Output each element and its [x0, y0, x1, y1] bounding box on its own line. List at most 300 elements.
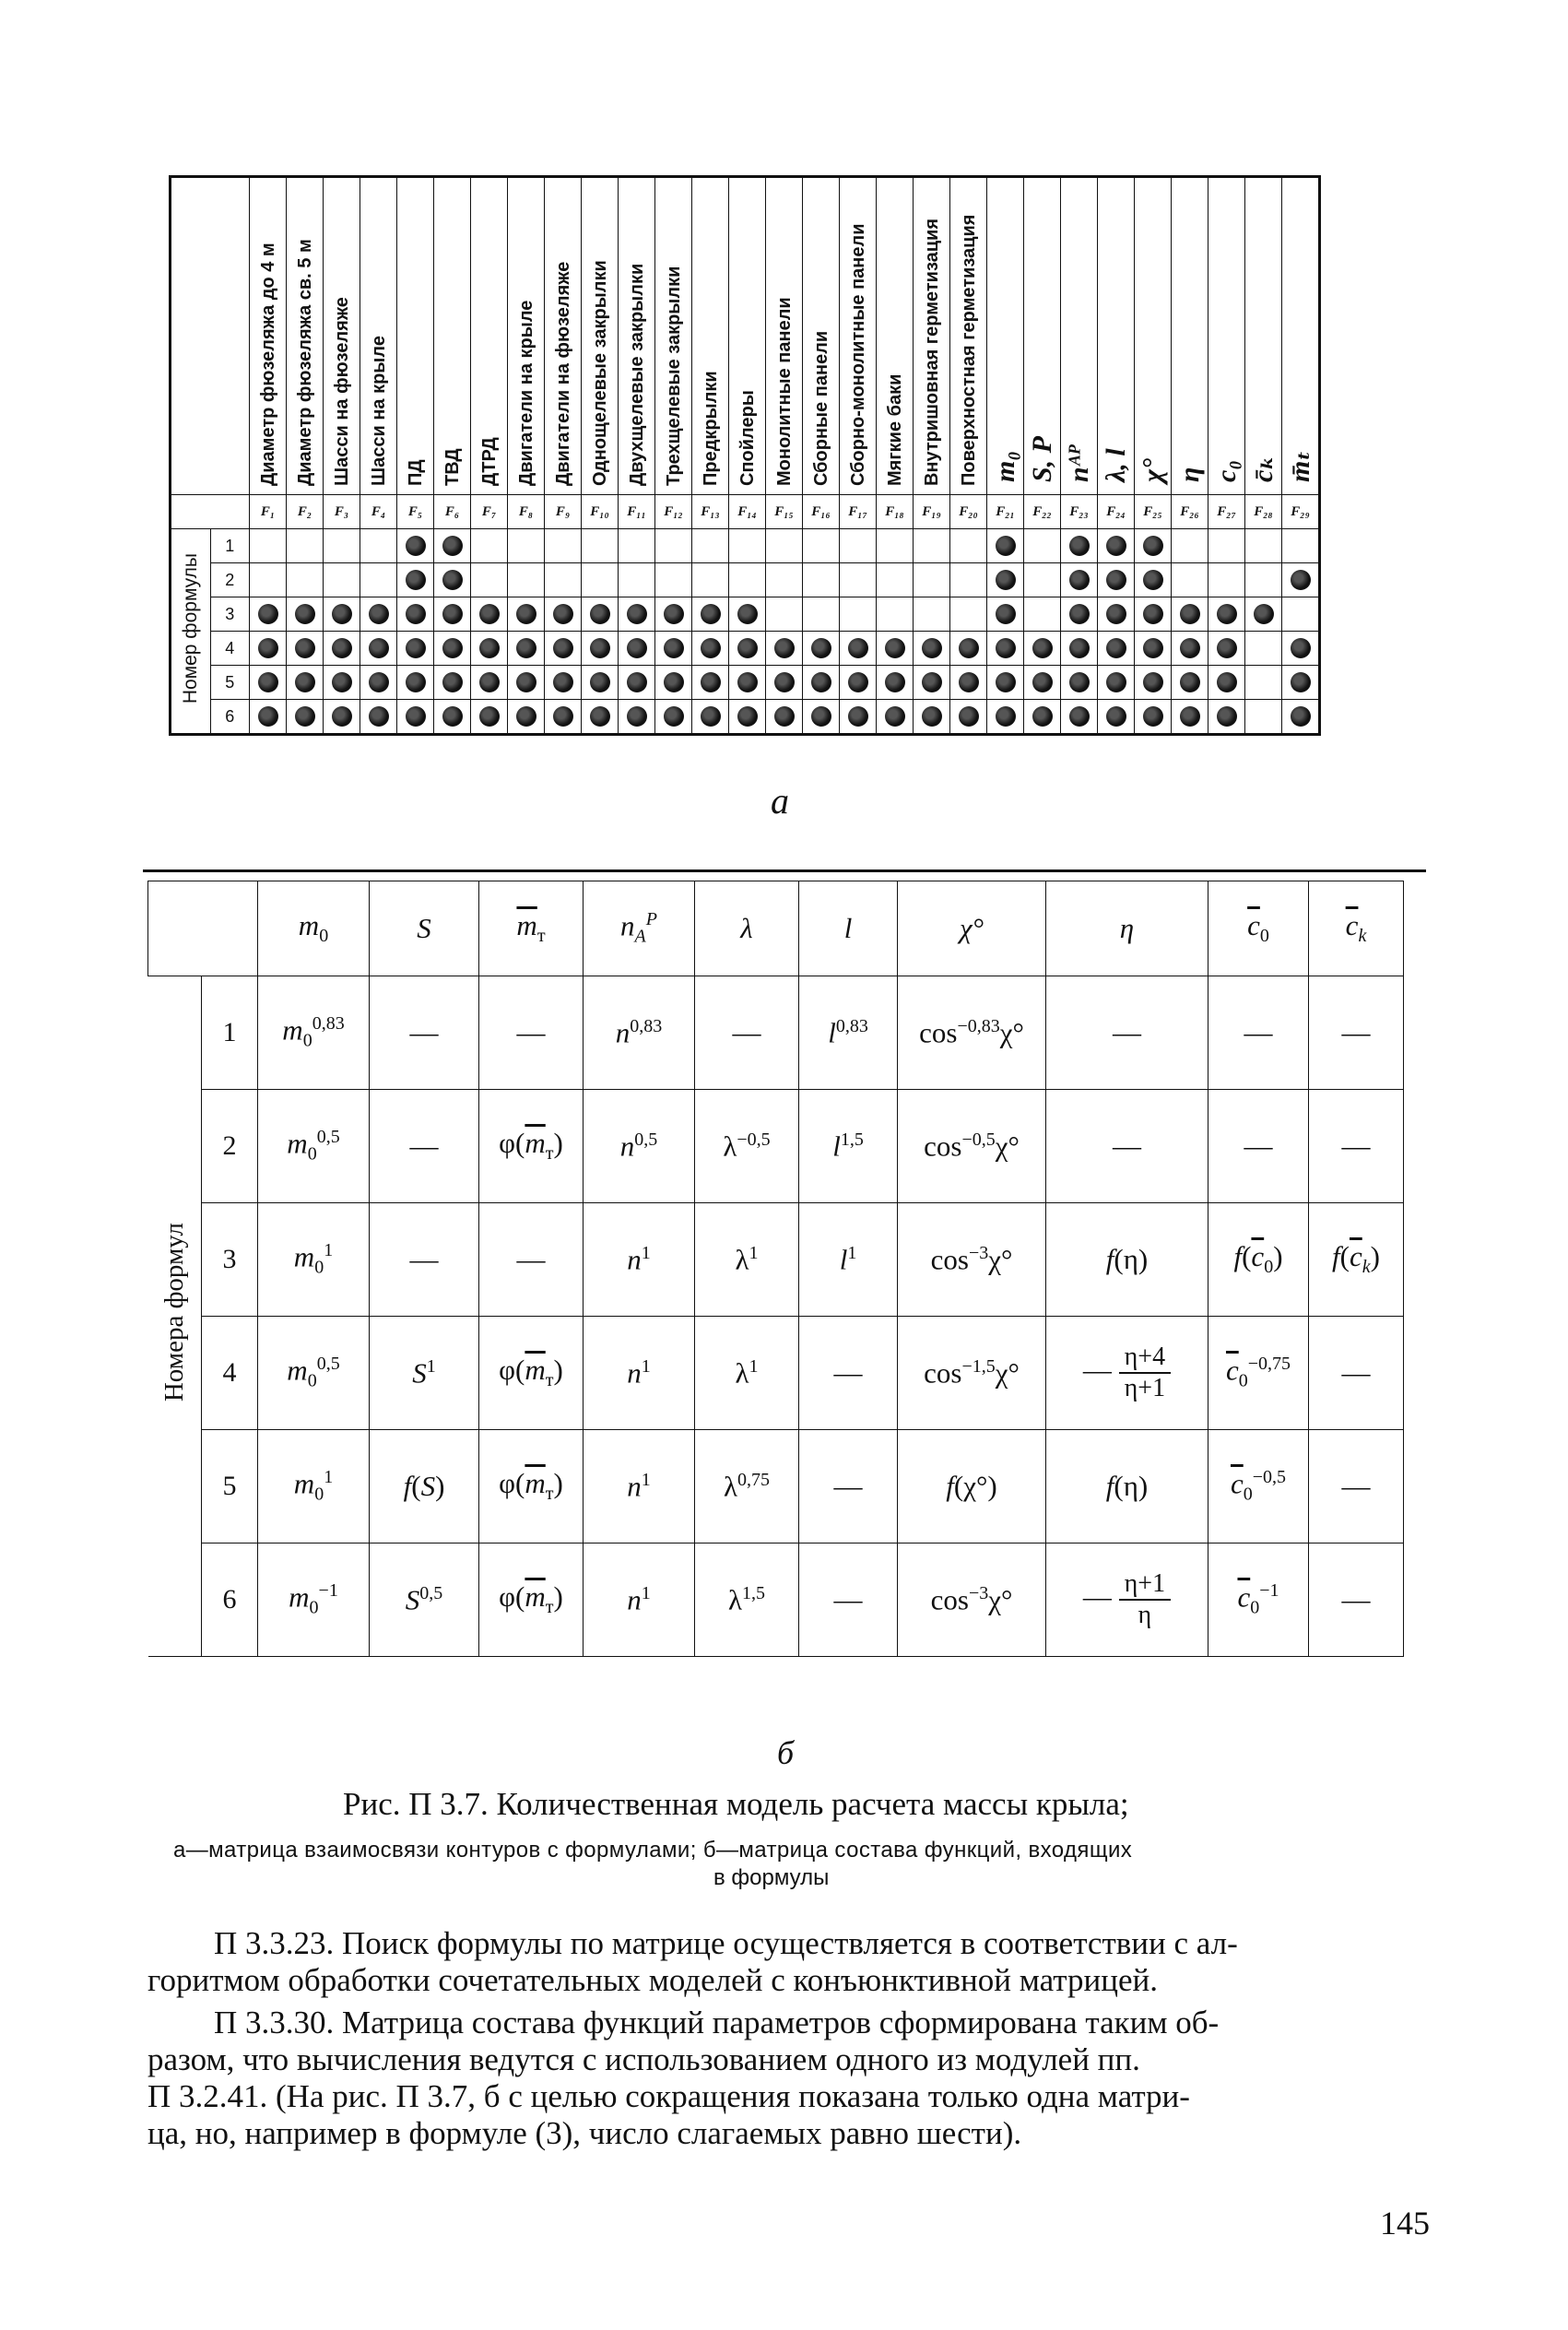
filled-dot-icon: [701, 706, 721, 727]
col-eta: η: [1046, 881, 1208, 976]
matrix-cell: [545, 529, 582, 563]
col-header-sym: nᴬᴾ: [1061, 177, 1098, 495]
filled-dot-icon: [1143, 536, 1163, 556]
cell: $\cos^{-1,5}\chi^\circ$: [898, 1317, 1046, 1430]
matrix-cell: [1172, 666, 1208, 700]
matrix-row-label-text: Номер формулы: [179, 553, 201, 704]
filled-dot-icon: [922, 638, 942, 658]
filled-dot-icon: [332, 706, 352, 727]
matrix-row: [171, 632, 1320, 666]
filled-dot-icon: [1217, 604, 1237, 624]
cell: $\varphi(\overline{m}_т)$: [479, 1090, 584, 1203]
col-lambda: λ: [695, 881, 799, 976]
cell: f(S): [370, 1430, 479, 1543]
caption-title: Рис. П 3.7. Количественная модель расчета массы крыла;: [343, 1786, 1129, 1822]
matrix-cell: [655, 666, 692, 700]
col-header: Трехщелевые закрылки: [655, 177, 692, 495]
filled-dot-icon: [627, 604, 647, 624]
filled-dot-icon: [442, 672, 463, 692]
matrix-row-number: 5: [210, 666, 249, 700]
matrix-cell: [803, 529, 840, 563]
matrix-row: [171, 563, 1320, 597]
filled-dot-icon: [1180, 638, 1200, 658]
matrix-cell: [287, 597, 324, 632]
filled-dot-icon: [1291, 706, 1311, 727]
cell: $\cos^{-3}\chi^\circ$: [898, 1543, 1046, 1657]
col-c0: $\overline{c}_0$: [1208, 881, 1309, 976]
matrix-cell: [1245, 632, 1282, 666]
f-label: F₇: [471, 495, 508, 529]
matrix-cell: [1024, 529, 1061, 563]
cell: $n^1$: [584, 1203, 695, 1317]
filled-dot-icon: [664, 672, 684, 692]
col-header: Шасси на фюзеляже: [324, 177, 360, 495]
matrix-cell: [397, 666, 434, 700]
matrix-cell: [766, 563, 803, 597]
filled-dot-icon: [848, 638, 868, 658]
cell: —: [1046, 1090, 1208, 1203]
table-b-row: [148, 1317, 1404, 1430]
matrix-cell: [397, 529, 434, 563]
matrix-cell: [1282, 632, 1320, 666]
matrix-cell: [840, 666, 877, 700]
matrix-cell: [1135, 563, 1172, 597]
cell: —: [1309, 1317, 1404, 1430]
matrix-cell: [360, 700, 397, 735]
matrix-cell: [1208, 563, 1245, 597]
col-header: Предкрылки: [692, 177, 729, 495]
matrix-cell: [1282, 563, 1320, 597]
matrix-cell: [619, 529, 655, 563]
cell: $\cos^{-0,83}\chi^\circ$: [898, 976, 1046, 1090]
matrix-cell: [1061, 597, 1098, 632]
col-header-sym: χ°: [1135, 177, 1172, 495]
paragraph-2-line: разом, что вычисления ведутся с использованием одного из модулей пп.: [147, 2041, 1140, 2077]
f-label: F₉: [545, 495, 582, 529]
cell: $S^1$: [370, 1317, 479, 1430]
row-number: 6: [202, 1543, 258, 1657]
col-header: Шасси на крыле: [360, 177, 397, 495]
matrix-cell: [397, 563, 434, 597]
matrix-cell: [803, 563, 840, 597]
filled-dot-icon: [774, 672, 795, 692]
filled-dot-icon: [811, 672, 831, 692]
matrix-row-number: 4: [210, 632, 249, 666]
cell: —: [370, 1090, 479, 1203]
matrix-cell: [1208, 632, 1245, 666]
f-label: F₂₉: [1282, 495, 1320, 529]
matrix-cell: [1135, 597, 1172, 632]
cell: $\overline{c}_0^{-0,75}$: [1208, 1317, 1309, 1430]
filled-dot-icon: [1143, 570, 1163, 590]
col-header: Двухщелевые закрылки: [619, 177, 655, 495]
filled-dot-icon: [664, 638, 684, 658]
filled-dot-icon: [885, 638, 905, 658]
col-header-sym: c̄ₖ: [1245, 177, 1282, 495]
filled-dot-icon: [295, 672, 315, 692]
matrix-cell: [1135, 529, 1172, 563]
filled-dot-icon: [590, 638, 610, 658]
cell: $n^1$: [584, 1317, 695, 1430]
filled-dot-icon: [774, 706, 795, 727]
filled-dot-icon: [1106, 604, 1126, 624]
cell: —: [695, 976, 799, 1090]
filled-dot-icon: [1217, 706, 1237, 727]
matrix-cell: [692, 563, 729, 597]
matrix-cell: [434, 632, 471, 666]
f-label: F₁₇: [840, 495, 877, 529]
matrix-cell: [692, 529, 729, 563]
matrix-cell: [1061, 632, 1098, 666]
matrix-cell: [877, 563, 914, 597]
figure-label-a: а: [771, 780, 789, 822]
matrix-cell: [360, 597, 397, 632]
filled-dot-icon: [516, 672, 536, 692]
col-header-sym: m₀: [987, 177, 1024, 495]
f-label: F₂: [287, 495, 324, 529]
matrix-cell: [619, 666, 655, 700]
filled-dot-icon: [1291, 672, 1311, 692]
matrix-cell: [840, 529, 877, 563]
matrix-cell: [803, 632, 840, 666]
matrix-cell: [471, 563, 508, 597]
filled-dot-icon: [295, 604, 315, 624]
filled-dot-icon: [406, 638, 426, 658]
f-label: F₁: [250, 495, 287, 529]
paragraph-2-line: П 3.3.30. Матрица состава функций параметров сформирована таким об-: [214, 2005, 1220, 2040]
matrix-cell: [840, 700, 877, 735]
interconnection-matrix: [169, 175, 1321, 736]
cell: $m_0^{0,83}$: [258, 976, 370, 1090]
col-ck: $\overline{c}_k$: [1309, 881, 1404, 976]
cell: $n^1$: [584, 1430, 695, 1543]
table-b-row: [148, 1090, 1404, 1203]
f-label: F₄: [360, 495, 397, 529]
filled-dot-icon: [1180, 706, 1200, 727]
filled-dot-icon: [1069, 570, 1090, 590]
caption-legend: а—матрица взаимосвязи контуров с формулами; б—матрица состава функций, входящих: [173, 1838, 1133, 1863]
filled-dot-icon: [553, 638, 573, 658]
table-b-row: [148, 1543, 1404, 1657]
cell: $m_0^1$: [258, 1203, 370, 1317]
cell: $\overline{c}_0^{-1}$: [1208, 1543, 1309, 1657]
cell: —: [370, 976, 479, 1090]
matrix-cell: [619, 563, 655, 597]
filled-dot-icon: [295, 706, 315, 727]
matrix-cell: [582, 597, 619, 632]
matrix-cell: [803, 597, 840, 632]
cell: —: [1046, 976, 1208, 1090]
matrix-corner: [171, 177, 250, 495]
matrix-cell: [914, 597, 950, 632]
filled-dot-icon: [1143, 638, 1163, 658]
filled-dot-icon: [479, 672, 500, 692]
matrix-cell: [324, 529, 360, 563]
filled-dot-icon: [406, 536, 426, 556]
filled-dot-icon: [1106, 536, 1126, 556]
matrix-cell: [1245, 597, 1282, 632]
matrix-cell: [987, 529, 1024, 563]
matrix-cell: [987, 563, 1024, 597]
filled-dot-icon: [369, 638, 389, 658]
matrix-cell: [950, 700, 987, 735]
f-label: F₁₈: [877, 495, 914, 529]
cell: $n^1$: [584, 1543, 695, 1657]
matrix-cell: [1024, 632, 1061, 666]
matrix-cell: [619, 597, 655, 632]
f-label: F₁₆: [803, 495, 840, 529]
filled-dot-icon: [406, 672, 426, 692]
matrix-cell: [877, 597, 914, 632]
col-header: Сборные панели: [803, 177, 840, 495]
matrix-cell: [1208, 597, 1245, 632]
filled-dot-icon: [590, 706, 610, 727]
f-label: F₆: [434, 495, 471, 529]
filled-dot-icon: [442, 536, 463, 556]
filled-dot-icon: [1217, 638, 1237, 658]
matrix-cell: [250, 700, 287, 735]
matrix-cell: [434, 700, 471, 735]
matrix-cell: [582, 632, 619, 666]
matrix-cell: [1135, 666, 1172, 700]
matrix-cell: [1245, 666, 1282, 700]
cell: $\lambda^{0,75}$: [695, 1430, 799, 1543]
cell: —: [799, 1430, 898, 1543]
matrix-cell: [950, 597, 987, 632]
matrix-cell: [508, 666, 545, 700]
cell: $\cos^{-3}\chi^\circ$: [898, 1203, 1046, 1317]
filled-dot-icon: [516, 638, 536, 658]
filled-dot-icon: [590, 672, 610, 692]
matrix-cell: [1061, 529, 1098, 563]
cell: $\lambda^{1,5}$: [695, 1543, 799, 1657]
matrix-cell: [397, 700, 434, 735]
filled-dot-icon: [442, 706, 463, 727]
f-label: F₂₀: [950, 495, 987, 529]
f-label: F₂₃: [1061, 495, 1098, 529]
matrix-cell: [877, 666, 914, 700]
matrix-cell: [545, 666, 582, 700]
matrix-cell: [655, 563, 692, 597]
filled-dot-icon: [442, 570, 463, 590]
matrix-cell: [250, 563, 287, 597]
filled-dot-icon: [442, 604, 463, 624]
matrix-row-number: 2: [210, 563, 249, 597]
filled-dot-icon: [774, 638, 795, 658]
filled-dot-icon: [332, 638, 352, 658]
matrix-cell: [950, 563, 987, 597]
matrix-cell: [692, 632, 729, 666]
matrix-row-number: 3: [210, 597, 249, 632]
filled-dot-icon: [811, 706, 831, 727]
matrix-cell: [766, 700, 803, 735]
matrix-row: [171, 597, 1320, 632]
matrix-cell: [1172, 529, 1208, 563]
filled-dot-icon: [885, 672, 905, 692]
cell: —: [799, 1543, 898, 1657]
matrix-cell: [434, 529, 471, 563]
filled-dot-icon: [1069, 672, 1090, 692]
col-header: Однощелевые закрылки: [582, 177, 619, 495]
cell: $\lambda^1$: [695, 1203, 799, 1317]
matrix-cell: [655, 597, 692, 632]
filled-dot-icon: [996, 672, 1016, 692]
f-corner: [171, 495, 250, 529]
cell: $m_0^{-1}$: [258, 1543, 370, 1657]
matrix-cell: [950, 632, 987, 666]
filled-dot-icon: [1143, 672, 1163, 692]
filled-dot-icon: [1217, 672, 1237, 692]
matrix-cell: [508, 529, 545, 563]
cell: $n^{0,5}$: [584, 1090, 695, 1203]
matrix-cell: [250, 529, 287, 563]
matrix-cell: [1098, 563, 1135, 597]
col-header: Сборно-монолитные панели: [840, 177, 877, 495]
cell: — $\frac{\eta+1}{\eta}$: [1046, 1543, 1208, 1657]
f-label: F₂₇: [1208, 495, 1245, 529]
filled-dot-icon: [701, 672, 721, 692]
matrix-row-label: [171, 529, 211, 735]
filled-dot-icon: [1106, 672, 1126, 692]
filled-dot-icon: [369, 706, 389, 727]
filled-dot-icon: [1069, 536, 1090, 556]
matrix-cell: [766, 632, 803, 666]
matrix-cell: [287, 666, 324, 700]
matrix-cell: [877, 529, 914, 563]
table-b-row: [148, 1203, 1404, 1317]
cell: $l^{0,83}$: [799, 976, 898, 1090]
col-header: Спойлеры: [729, 177, 766, 495]
matrix-cell: [360, 563, 397, 597]
cell: f(η): [1046, 1430, 1208, 1543]
table-b-top-rule: [143, 869, 1426, 872]
filled-dot-icon: [553, 604, 573, 624]
matrix-cell: [914, 632, 950, 666]
col-mt: $\overline{m}_т$: [479, 881, 584, 976]
cell: —: [1309, 1430, 1404, 1543]
f-label: F₈: [508, 495, 545, 529]
filled-dot-icon: [701, 604, 721, 624]
col-header-sym: η: [1172, 177, 1208, 495]
matrix-cell: [987, 597, 1024, 632]
matrix-cell: [987, 700, 1024, 735]
matrix-cell: [1282, 597, 1320, 632]
filled-dot-icon: [1291, 638, 1311, 658]
matrix-cell: [324, 700, 360, 735]
filled-dot-icon: [406, 570, 426, 590]
matrix-cell: [360, 666, 397, 700]
filled-dot-icon: [516, 604, 536, 624]
filled-dot-icon: [737, 638, 758, 658]
cell: $l^1$: [799, 1203, 898, 1317]
filled-dot-icon: [479, 604, 500, 624]
matrix-cell: [397, 632, 434, 666]
matrix-cell: [1061, 700, 1098, 735]
matrix-cell: [950, 529, 987, 563]
matrix-cell: [508, 632, 545, 666]
matrix-cell: [1172, 563, 1208, 597]
filled-dot-icon: [1032, 672, 1053, 692]
matrix-cell: [508, 700, 545, 735]
matrix-cell: [287, 563, 324, 597]
matrix-cell: [987, 632, 1024, 666]
matrix-cell: [471, 700, 508, 735]
filled-dot-icon: [1180, 604, 1200, 624]
filled-dot-icon: [996, 536, 1016, 556]
cell: —: [479, 1203, 584, 1317]
matrix-cell: [803, 700, 840, 735]
matrix-cell: [471, 529, 508, 563]
col-header-sym: m̄ₜ: [1282, 177, 1320, 495]
matrix-cell: [692, 700, 729, 735]
matrix-cell: [1024, 563, 1061, 597]
matrix-row: [171, 666, 1320, 700]
matrix-cell: [250, 666, 287, 700]
matrix-cell: [914, 700, 950, 735]
filled-dot-icon: [701, 638, 721, 658]
matrix-cell: [545, 632, 582, 666]
f-label-row: [171, 495, 1320, 529]
col-nAP: $n_A^P$: [584, 881, 695, 976]
f-label: F₃: [324, 495, 360, 529]
filled-dot-icon: [1106, 570, 1126, 590]
matrix-cell: [582, 666, 619, 700]
matrix-cell: [1172, 632, 1208, 666]
filled-dot-icon: [627, 638, 647, 658]
matrix-cell: [914, 563, 950, 597]
filled-dot-icon: [1032, 706, 1053, 727]
matrix-cell: [1024, 666, 1061, 700]
matrix-cell: [471, 666, 508, 700]
matrix-row-number: 1: [210, 529, 249, 563]
f-label: F₅: [397, 495, 434, 529]
matrix-cell: [766, 597, 803, 632]
filled-dot-icon: [332, 672, 352, 692]
table-b-row-label: Номера формул: [148, 976, 202, 1657]
f-label: F₁₄: [729, 495, 766, 529]
f-label: F₂₅: [1135, 495, 1172, 529]
row-number: 3: [202, 1203, 258, 1317]
filled-dot-icon: [848, 706, 868, 727]
filled-dot-icon: [1106, 706, 1126, 727]
matrix-row: [171, 700, 1320, 735]
matrix-cell: [840, 632, 877, 666]
filled-dot-icon: [258, 672, 278, 692]
col-header-sym: λ, l: [1098, 177, 1135, 495]
matrix-cell: [582, 563, 619, 597]
matrix-cell: [1135, 700, 1172, 735]
filled-dot-icon: [295, 638, 315, 658]
table-b-row: [148, 976, 1404, 1090]
matrix-cell: [324, 632, 360, 666]
matrix-cell: [1098, 666, 1135, 700]
paragraph-2: [147, 2005, 1219, 2152]
table-b-corner: [148, 881, 258, 976]
row-number: 4: [202, 1317, 258, 1430]
cell: — $\frac{\eta+4}{\eta+1}$: [1046, 1317, 1208, 1430]
paragraph-1: [147, 1925, 1238, 1999]
filled-dot-icon: [1069, 638, 1090, 658]
matrix-cell: [287, 700, 324, 735]
matrix-cell: [287, 632, 324, 666]
filled-dot-icon: [1254, 604, 1274, 624]
f-label: F₂₈: [1245, 495, 1282, 529]
cell: $m_0^{0,5}$: [258, 1090, 370, 1203]
matrix-cell: [508, 597, 545, 632]
matrix-cell: [729, 529, 766, 563]
cell: $m_0^{0,5}$: [258, 1317, 370, 1430]
cell: $\cos^{-0,5}\chi^\circ$: [898, 1090, 1046, 1203]
